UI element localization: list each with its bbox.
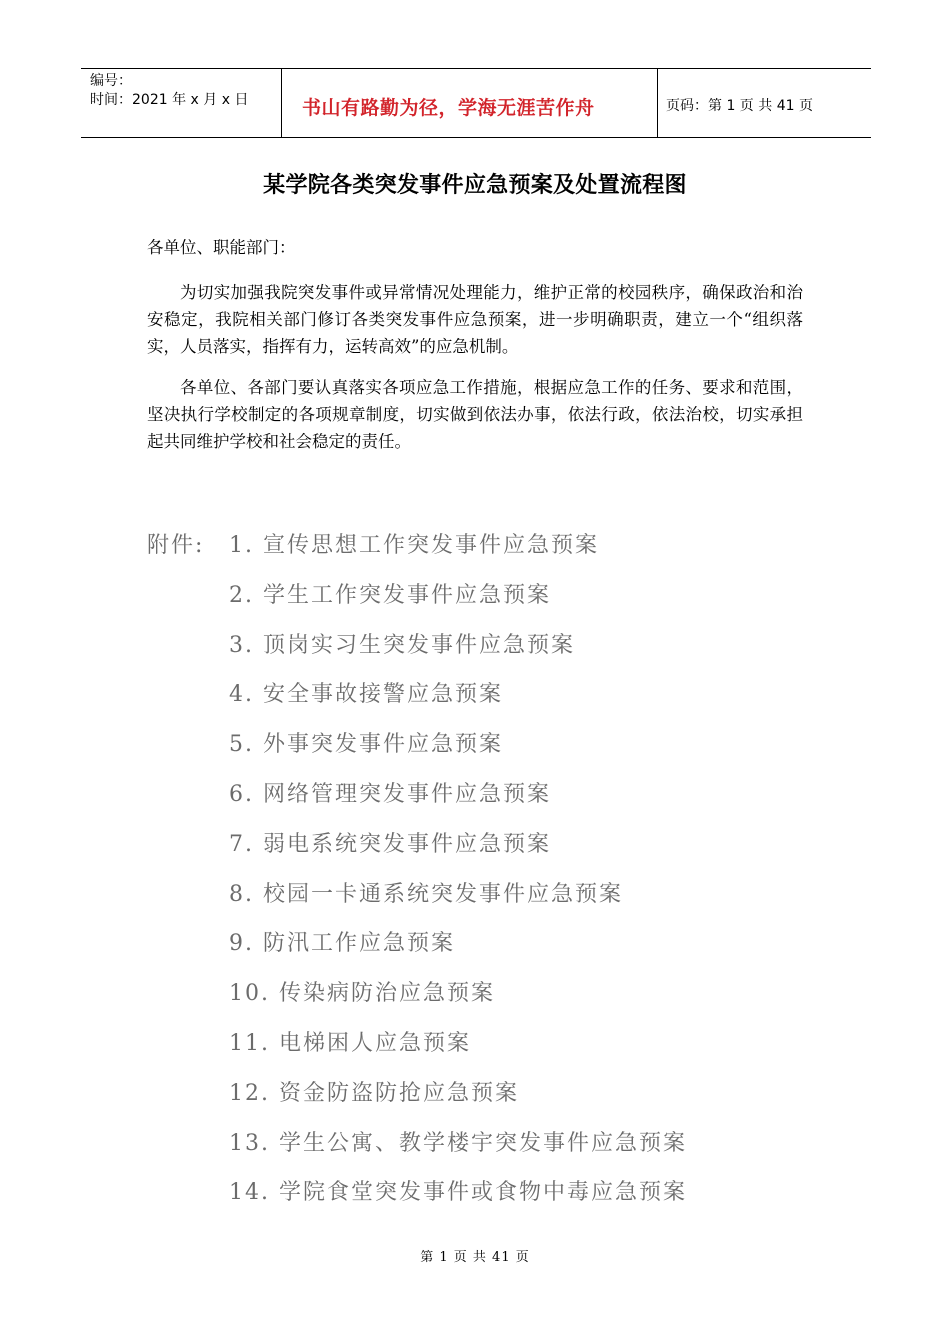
body-paragraph: 各单位、各部门要认真落实各项应急工作措施，根据应急工作的任务、要求和范围，坚决执行学校制定的各项规章制度，切实做到依法办事，依法行政，依法治校，切实承担起共同维护学校和社会稳定的责任。 [147, 378, 803, 451]
document-title: 某学院各类突发事件应急预案及处置流程图 [263, 173, 687, 198]
salutation: 各单位、职能部门： [147, 238, 296, 257]
attachment-item: 6. 网络管理突发事件应急预案 [229, 781, 551, 807]
page-info: 页码：第 1 页 共 41 页 [666, 98, 813, 114]
attachment-item: 9. 防汛工作应急预案 [229, 931, 455, 957]
attachment-item: 2. 学生工作突发事件应急预案 [229, 582, 551, 608]
header-meta-cell [81, 69, 282, 137]
header-page-cell [658, 69, 871, 137]
attachment-item: 12. 资金防盗防抢应急预案 [229, 1080, 519, 1106]
motto-text: 书山有路勤为径，学海无涯苦作舟 [302, 97, 595, 119]
attachment-item: 3. 顶岗实习生突发事件应急预案 [229, 632, 575, 658]
attachment-item: 1. 宣传思想工作突发事件应急预案 [229, 533, 599, 558]
header-motto-cell [282, 69, 658, 137]
attachment-item: 7. 弱电系统突发事件应急预案 [229, 831, 551, 857]
document-number-label: 编号： [90, 73, 132, 89]
attachment-item: 10. 传染病防治应急预案 [229, 981, 495, 1007]
attachment-item: 4. 安全事故接警应急预案 [229, 682, 503, 708]
attachment-item: 13. 学生公寓、教学楼宇突发事件应急预案 [229, 1130, 687, 1156]
attachments-label: 附件: [147, 533, 205, 558]
attachment-item: 11. 电梯困人应急预案 [229, 1030, 471, 1056]
document-date-label: 时间：2021 年 x 月 x 日 [90, 92, 249, 108]
page-footer: 第 1 页 共 41 页 [420, 1250, 530, 1265]
attachment-item: 5. 外事突发事件应急预案 [229, 732, 503, 758]
attachment-item: 8. 校园一卡通系统突发事件应急预案 [229, 881, 623, 907]
attachment-item: 14. 学院食堂突发事件或食物中毒应急预案 [229, 1180, 687, 1206]
body-paragraph: 为切实加强我院突发事件或异常情况处理能力，维护正常的校园秩序，确保政治和治安稳定，我院相关部门修订各类突发事件应急预案，进一步明确职责，建立一个“组织落实，人员落实，指挥有力，运转高效”的应急机制。 [147, 283, 803, 356]
attachments-list [229, 528, 687, 1225]
document-header [81, 68, 871, 138]
